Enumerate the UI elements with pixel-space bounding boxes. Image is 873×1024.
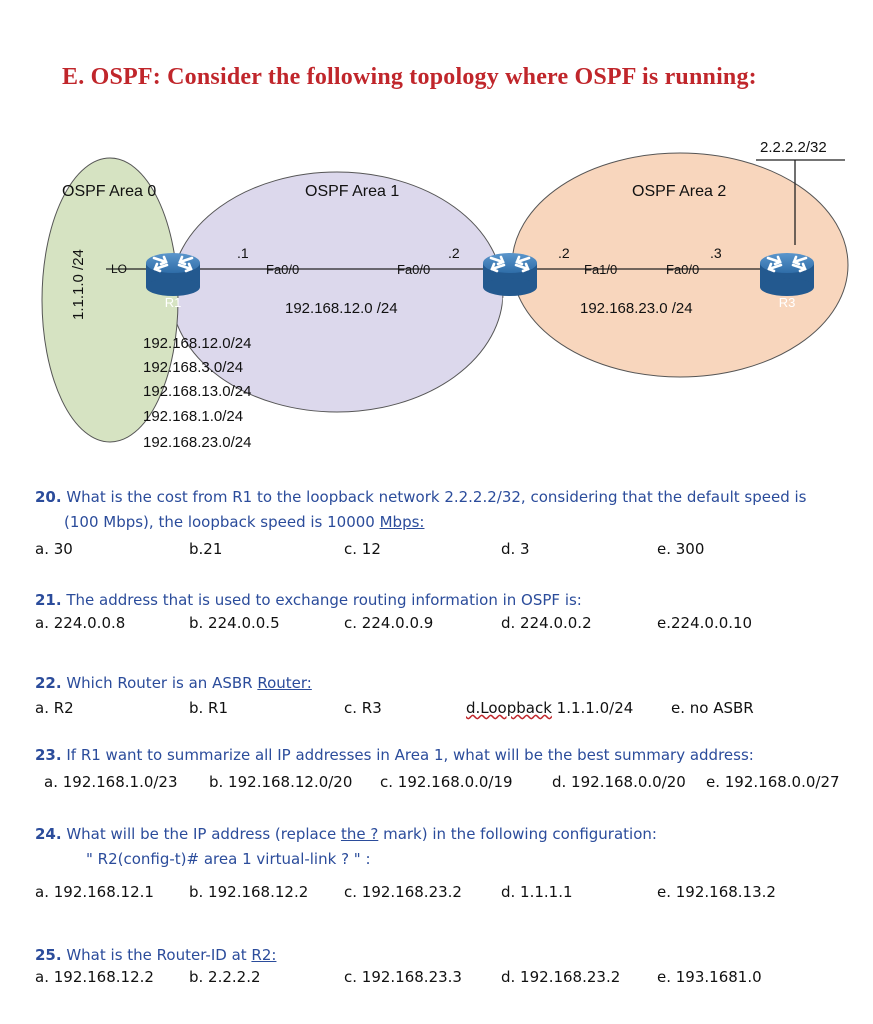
option-c[interactable]: c. 12 bbox=[344, 540, 381, 558]
question-20-line2 bbox=[64, 513, 424, 531]
question-text-underlined: the ? bbox=[340, 825, 379, 843]
router-r3 bbox=[760, 253, 814, 296]
question-21 bbox=[35, 591, 582, 609]
option-d[interactable] bbox=[466, 699, 633, 717]
route-list-item: 192.168.12.0/24 bbox=[143, 335, 252, 352]
option-d[interactable]: d. 192.168.23.2 bbox=[501, 968, 621, 986]
loopback-r3-label: 2.2.2.2/32 bbox=[760, 139, 827, 156]
option-d[interactable]: d. 224.0.0.2 bbox=[501, 614, 592, 632]
router-r3-label: R3 bbox=[778, 295, 796, 310]
option-c[interactable]: c. 224.0.0.9 bbox=[344, 614, 434, 632]
ospf-topology-diagram bbox=[0, 0, 873, 470]
option-a[interactable]: a. 224.0.0.8 bbox=[35, 614, 126, 632]
route-list-item: 192.168.1.0/24 bbox=[143, 408, 244, 425]
question-text: mark) in the following configuration: bbox=[378, 825, 657, 843]
question-number: 24. bbox=[35, 825, 62, 843]
r2-right-host-id: .2 bbox=[558, 245, 570, 261]
question-text-underlined: Router: bbox=[257, 674, 312, 692]
question-text: The address that is used to exchange routing information in OSPF is: bbox=[61, 591, 582, 609]
option-b[interactable]: b. 224.0.0.5 bbox=[189, 614, 280, 632]
area1-label: OSPF Area 1 bbox=[305, 183, 400, 200]
route-list-item: 192.168.13.0/24 bbox=[143, 383, 252, 400]
question-22 bbox=[35, 674, 312, 692]
option-e[interactable]: e. 300 bbox=[657, 540, 705, 558]
question-25 bbox=[35, 946, 276, 964]
question-24 bbox=[35, 825, 657, 843]
question-number: 20. bbox=[35, 488, 62, 506]
question-text-underlined: Mbps: bbox=[379, 513, 425, 531]
link-r2-r3-network: 192.168.23.0 /24 bbox=[580, 300, 693, 317]
option-e[interactable]: e.224.0.0.10 bbox=[657, 614, 753, 632]
area2-label: OSPF Area 2 bbox=[632, 183, 727, 200]
question-24-config: " R2(config-t)# area 1 virtual-link ? " : bbox=[86, 850, 371, 868]
option-e[interactable]: e. 192.168.0.0/27 bbox=[706, 773, 840, 791]
option-d-text: d.Loopback bbox=[466, 699, 552, 717]
option-b[interactable]: b. 192.168.12.2 bbox=[189, 883, 309, 901]
area0-label: OSPF Area 0 bbox=[62, 183, 157, 200]
option-b[interactable]: b. 2.2.2.2 bbox=[189, 968, 261, 986]
r2-fa-right-interface: Fa1/0 bbox=[584, 262, 618, 277]
option-b[interactable]: b. 192.168.12.0/20 bbox=[209, 773, 353, 791]
router-r2-label: R2 bbox=[501, 295, 519, 310]
r2-left-host-id: .2 bbox=[448, 245, 460, 261]
option-c[interactable]: c. R3 bbox=[344, 699, 382, 717]
question-text: (100 Mbps), the loopback speed is 10000 bbox=[64, 513, 380, 531]
option-c[interactable]: c. 192.168.0.0/19 bbox=[380, 773, 513, 791]
option-a[interactable]: a. 192.168.12.1 bbox=[35, 883, 154, 901]
option-e[interactable]: e. 193.1681.0 bbox=[657, 968, 762, 986]
r2-fa-left-interface: Fa0/0 bbox=[397, 262, 431, 277]
r1-host-id: .1 bbox=[237, 245, 249, 261]
option-a[interactable]: a. R2 bbox=[35, 699, 74, 717]
option-c[interactable]: c. 192.168.23.3 bbox=[344, 968, 462, 986]
option-c[interactable]: c. 192.168.23.2 bbox=[344, 883, 462, 901]
option-a[interactable]: a. 192.168.12.2 bbox=[35, 968, 154, 986]
question-text: What will be the IP address (replace bbox=[61, 825, 341, 843]
r1-fa-interface: Fa0/0 bbox=[266, 262, 300, 277]
option-d[interactable]: d. 192.168.0.0/20 bbox=[552, 773, 686, 791]
question-number: 25. bbox=[35, 946, 62, 964]
question-text: What is the cost from R1 to the loopback network 2.2.2.2/32, considering that the default speed is bbox=[61, 488, 807, 506]
r3-host-id: .3 bbox=[710, 245, 722, 261]
question-number: 23. bbox=[35, 746, 62, 764]
router-r1 bbox=[146, 253, 200, 296]
option-d[interactable]: d. 3 bbox=[501, 540, 530, 558]
question-number: 21. bbox=[35, 591, 62, 609]
option-b[interactable]: b. R1 bbox=[189, 699, 229, 717]
router-r1-label: R1 bbox=[164, 295, 182, 310]
option-e[interactable]: e. 192.168.13.2 bbox=[657, 883, 776, 901]
page-heading: E. OSPF: Consider the following topology where OSPF is running: bbox=[62, 64, 757, 90]
r3-fa-interface: Fa0/0 bbox=[666, 262, 700, 277]
option-d-network: 1.1.1.0/24 bbox=[551, 699, 634, 717]
area1-region bbox=[171, 172, 503, 412]
link-r1-r2-network: 192.168.12.0 /24 bbox=[285, 300, 398, 317]
route-list-item: 192.168.3.0/24 bbox=[143, 359, 244, 376]
option-d[interactable]: d. 1.1.1.1 bbox=[501, 883, 573, 901]
question-23 bbox=[35, 746, 754, 764]
question-number: 22. bbox=[35, 674, 62, 692]
question-20 bbox=[35, 488, 807, 506]
question-text: What is the Router-ID at bbox=[61, 946, 252, 964]
route-list-item: 192.168.23.0/24 bbox=[143, 434, 252, 451]
question-text-underlined: R2: bbox=[251, 946, 277, 964]
question-text: If R1 want to summarize all IP addresses in Area 1, what will be the best summary address: bbox=[61, 746, 754, 764]
r1-lo-interface: LO bbox=[111, 262, 128, 276]
question-text: Which Router is an ASBR bbox=[61, 674, 258, 692]
area0-network-label: 1.1.1.0 /24 bbox=[70, 249, 87, 320]
option-e[interactable]: e. no ASBR bbox=[671, 699, 754, 717]
option-b[interactable]: b.21 bbox=[189, 540, 223, 558]
router-r2 bbox=[483, 253, 537, 296]
option-a[interactable]: a. 30 bbox=[35, 540, 73, 558]
option-a[interactable]: a. 192.168.1.0/23 bbox=[44, 773, 178, 791]
